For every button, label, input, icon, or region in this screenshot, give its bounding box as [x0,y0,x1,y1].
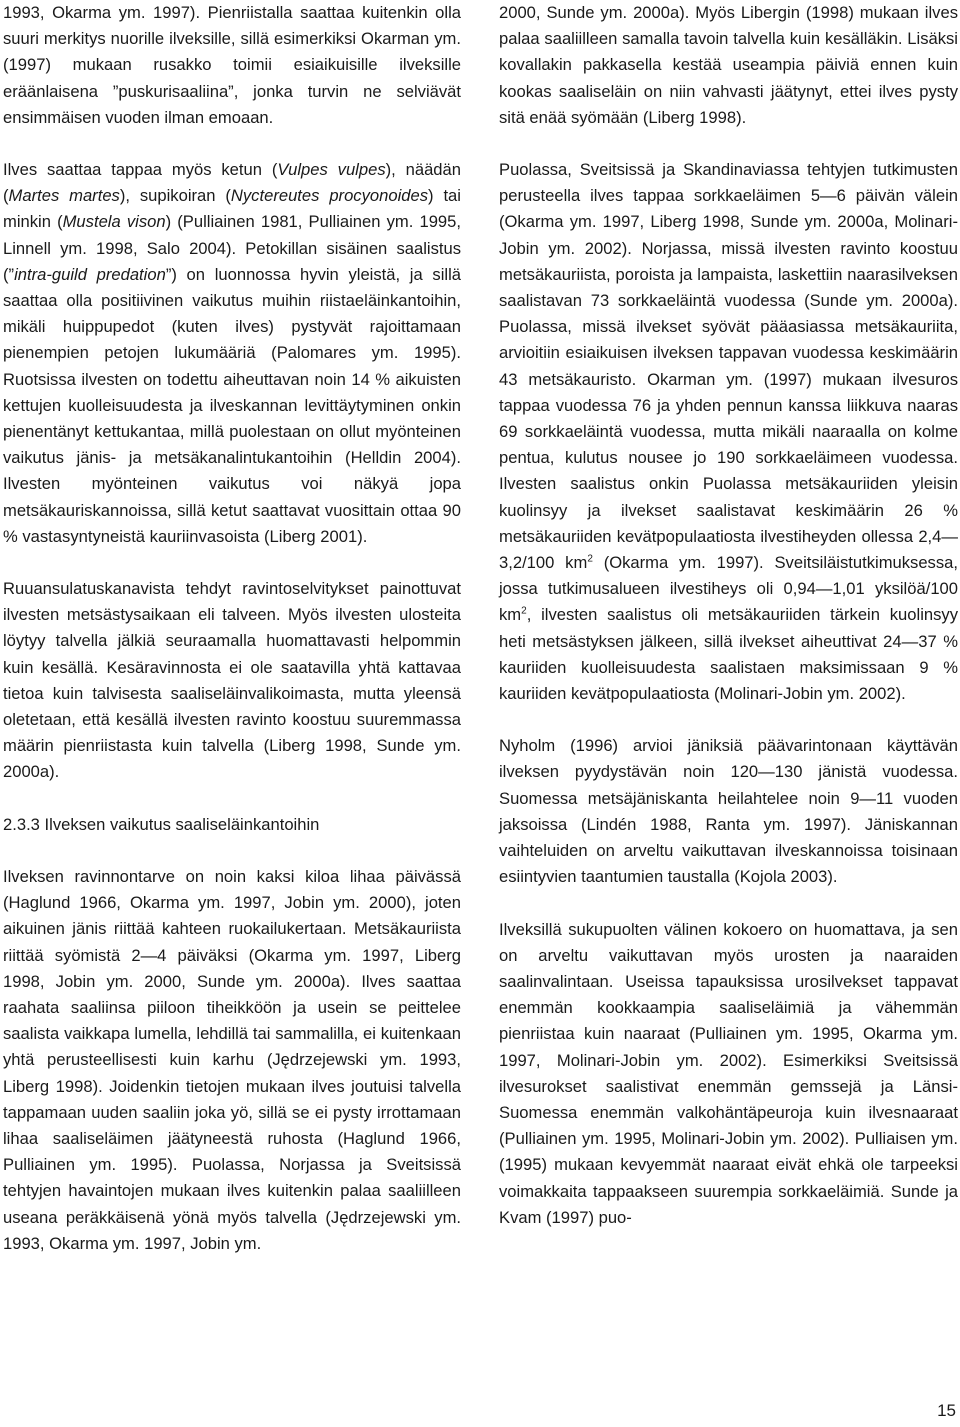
right-column [499,0,958,1231]
paragraph-sukupuolten-kokoero: Ilveksillä sukupuolten välinen kokoero on huomattava, ja sen on arveltu vaikuttavan myös urosten ja naaraiden saalinvalintaan. Useissa tapauksissa urosilvekset tappavat enemmän kookkaampia saaliseläimiä ja vähemmän pienriistaa kuin naaraat (Pulliainen ym. 1995, Okarma ym. 1997, Molinari-Jobin ym. 2002). Esimerkiksi Sveitsissä ilvesurokset saalistivat enemmän gemssejä ja Länsi-Suomessa enemmän valkohäntäpeuroja kuin ilvesnaaraat (Pulliainen ym. 1995, Molinari-Jobin ym. 2002). Pulliaisen ym. (1995) mukaan kevyemmät naaraat eivät ehkä ole tarpeeksi voimakkaita tappaakseen suurempia sorkkaeläimiä. Sunde ja Kvam (1997) puo- [499,919,958,1227]
paragraph-libergin-mukaan: 2000, Sunde ym. 2000a). Myös Libergin (1998) mukaan ilves palaa saaliilleen samalla tavoin talvella kuin kesälläkin. Lisäksi kovallakin pakkasella kestää useampia päiviä ennen kuin kookas saaliseläin on niin vahvasti jäätynyt, ettei ilves pysty sitä enää syömään (Liberg 1998). [499,3,958,127]
left-column [3,0,461,1257]
section-heading: 2.3.3 Ilveksen vaikutus saaliseläinkantoihin [3,814,320,834]
paragraph-ketun-saalistus: Ilves saattaa tappaa myös ketun (Vulpes vulpes), näädän (Martes martes), supikoiran (Nyctereutes procyonoides) tai minkin (Mustela vison) (Pulliainen 1981, Pulliainen ym. 1995, Linnell ym. 1998, Salo 2004). Petokillan sisäinen saalistus (”intra-guild predation”) on luonnossa hyvin yleistä, ja sillä saattaa olla positiivinen vaikutus muihin riistaeläinkantoihin, mikäli huippupedot (kuten ilves) pystyvät rajoittamaan pienempien petojen lukumääriä (Palomares ym. 1995). Ruotsissa ilvesten on todettu aiheuttavan noin 14 % aikuisten kettujen kuolleisuudesta ja ilveskannan levittäytyminen onkin pienentänyt kettukantaa, millä puolestaan on ollut myönteinen vaikutus jänis- ja metsäkanalintukantoihin (Helldin 2004). Ilvesten myönteinen vaikutus voi näkyä jopa metsäkauriskannoissa, sillä ketut saattavat vuosittain ottaa 90 % vastasyntyneistä kauriinvasoista (Liberg 2001). [3,160,461,546]
paragraph-pienriista: 1993, Okarma ym. 1997). Pienriistalla saattaa kuitenkin olla suuri merkitys nuorille ilveksille, sillä esimerkiksi Okarman ym. (1997) mukaan rusakko toimii esiaikuisille ilveksille eräänlaisena ”puskurisaaliina”, jonka turvin ne selviävät ensimmäisen vuoden ilman emoaan. [3,3,461,127]
paragraph-janikset: Nyholm (1996) arvioi jäniksiä päävarintonaan käyttävän ilveksen pyydystävän noin 120—130 jänistä vuodessa. Suomessa metsäjäniskanta heilahtelee noin 9—11 vuoden jaksoissa (Lindén 1988, Ranta ym. 1997). Jäniskannan vaihteluiden on arveltu vaikuttavan ilveskannoissa toisinaan esiintyvien taantumien taustalla (Kojola 2003). [499,736,958,887]
paragraph-ravintoselvitykset: Ruuansulatuskanavista tehdyt ravintoselvitykset painottuvat ilvesten metsästysaikaan eli talveen. Myös ilvesten ulosteita löytyy talvella jälkiä seuraamalla huomattavasti helpommin kuin kesällä. Kesäravinnosta ei ole saatavilla yhtä kattavaa tietoa kuin talvisesta saaliseläinvalikoimasta, mutta yleensä oletetaan, että kesällä ilvesten ravinto koostuu suuremmassa määrin pienriistasta kuin talvella (Liberg 1998, Sunde ym. 2000a). [3,579,461,782]
page-number: 15 [937,1401,956,1420]
paragraph-sorkkaelaimet: Puolassa, Sveitsissä ja Skandinaviassa tehtyjen tutkimusten perusteella ilves tappaa sorkkaeläimen 5—6 päivän välein (Okarma ym. 1997, Liberg 1998, Sunde ym. 2000a, Molinari-Jobin ym. 2002). Norjassa, missä ilvesten ravinto koostuu metsäkauriista, poroista ja lampaista, laskettiin naarasilveksen saalistavan 73 sorkkaeläintä vuodessa (Sunde ym. 2000a). Puolassa, missä ilvekset syövät pääasiassa metsäkauriita, arvioitiin esiaikuisen ilveksen tappavan vuodessa keskimäärin 43 metsäkauristo. Okarman ym. (1997) mukaan ilvesuros tappaa vuodessa 76 ja yhden pennun kanssa liikkuva naaras 69 sorkkaeläintä vuodessa, mutta mikäli naaraalla on kolme pentua, kulutus nousee jo 190 sorkkaeläimeen vuodessa. Ilvesten saalistus onkin Puolassa metsäkauriiden yleisin kuolinsyy ja ilvekset saalistavat keskimäärin 26 % metsäkauriiden kevätpopulaatiosta ilvestiheyden ollessa 2,4—3,2/100 $km^2$ (Okarma ym. 1997). Sveitsiläistutkimuksessa, jossa tutkimusalueen ilvestiheys oli 0,94—1,01 yksilöä/100 $km^2$, ilvesten saalistus oli metsäkauriiden tärkein kuolinsyy heti metsästyksen jälkeen, sillä ilvekset aiheuttivat 24—37 % kauriiden kuolleisuudesta saalistaen maksimissaan 9 % kauriiden kevätpopulaatiosta (Molinari-Jobin ym. 2002). [499,160,958,704]
paragraph-ravinnontarve: Ilveksen ravinnontarve on noin kaksi kiloa lihaa päivässä (Haglund 1966, Okarma ym. 1997, Jobin ym. 2000), joten aikuinen jänis riittää kahteen ruokailukertaan. Metsäkauriista riittää syömistä 2—4 päiväksi (Okarma ym. 1997, Liberg 1998, Jobin ym. 2000, Sunde ym. 2000a). Ilves saattaa raahata saaliinsa piiloon tiheikköön ja usein se peittelee saalista vaikkapa lumella, lehdillä tai sammalilla, ei kuitenkaan yhtä perusteellisesti kuin karhu (Jędrzejewski ym. 1993, Liberg 1998). Joidenkin tietojen mukaan ilves joutuisi talvella tappamaan uuden saaliin joka yö, sillä se ei pysty irrottamaan lihaa saaliseläimen jäätyneestä ruhosta (Haglund 1966, Pulliainen ym. 1995). Puolassa, Norjassa ja Sveitsissä tehtyjen havaintojen mukaan ilves kuitenkin palaa saaliilleen useana peräkkäisenä yönä myös talvella (Jędrzejewski ym. 1993, Okarma ym. 1997, Jobin ym. [3,866,461,1253]
